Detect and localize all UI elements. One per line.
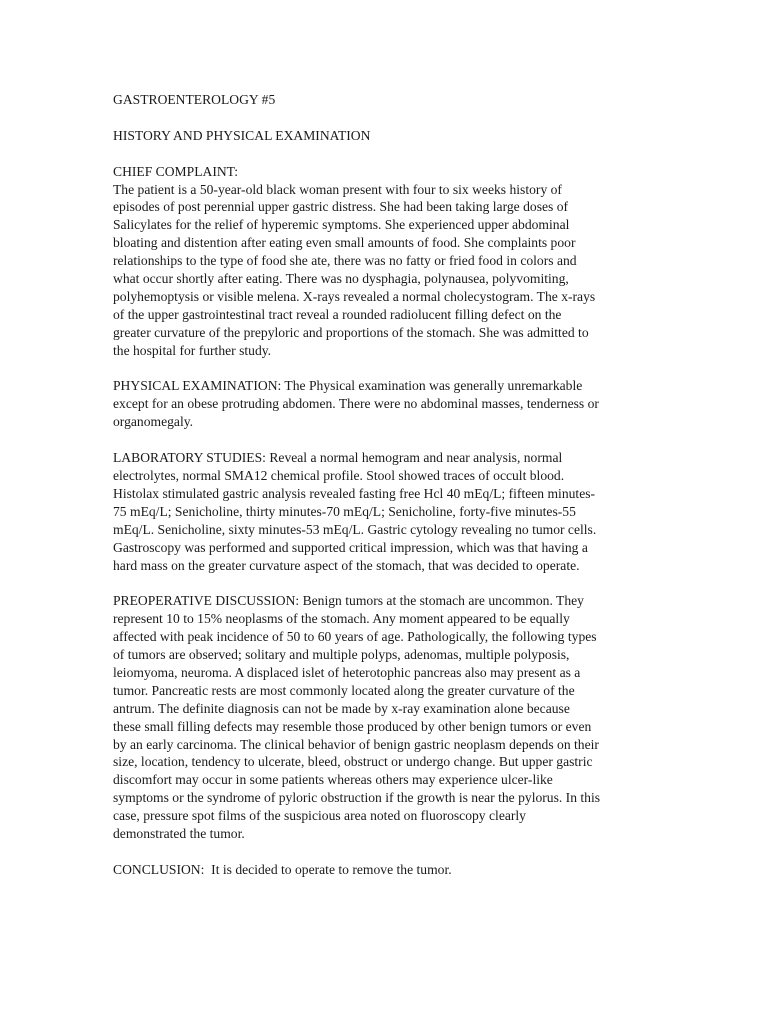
paragraph-line: tumor. Pancreatic rests are most commonly located along the greater curvature of the — [113, 682, 575, 698]
paragraph-line: by an early carcinoma. The clinical behavior of benign gastric neoplasm depends on their — [113, 736, 599, 752]
paragraph-line: LABORATORY STUDIES: Reveal a normal hemogram and near analysis, normal — [113, 450, 563, 466]
paragraph-line: CONCLUSION: It is decided to operate to remove the tumor. — [113, 861, 452, 877]
paragraph-line: the hospital for further study. — [113, 342, 272, 358]
paragraph-line: discomfort may occur in some patients whereas others may experience ulcer-like — [113, 772, 553, 788]
paragraph-line: leiomyoma, neuroma. A displaced islet of heterotophic pancreas also may present as a — [113, 664, 581, 680]
laboratory-studies-section — [113, 449, 658, 574]
chief-complaint-section — [113, 163, 658, 360]
physical-examination-section — [113, 377, 658, 431]
paragraph-line: bloating and distention after eating even small amounts of food. She complaints poor — [113, 235, 576, 251]
paragraph-line: electrolytes, normal SMA12 chemical profile. Stool showed traces of occult blood. — [113, 467, 565, 483]
paragraph-line: episodes of post perennial upper gastric distress. She had been taking large doses of — [113, 199, 569, 215]
paragraph-line: these small filling defects may resemble those produced by other benign tumors or even — [113, 718, 592, 734]
paragraph-line: except for an obese protruding abdomen. There were no abdominal masses, tenderness or — [113, 396, 599, 412]
chief-complaint-label: CHIEF COMPLAINT: — [113, 163, 239, 179]
paragraph-line: of tumors are observed; solitary and multiple polyps, adenomas, multiple polyposis, — [113, 647, 570, 663]
paragraph-line: organomegaly. — [113, 414, 194, 430]
paragraph-line: PREOPERATIVE DISCUSSION: Benign tumors at the stomach are uncommon. They — [113, 593, 584, 609]
paragraph-line: affected with peak incidence of 50 to 60 years of age. Pathologically, the following types — [113, 629, 597, 645]
paragraph-line: PHYSICAL EXAMINATION: The Physical examination was generally unremarkable — [113, 378, 583, 394]
paragraph-line: greater curvature of the prepyloric and proportions of the stomach. She was admitted to — [113, 324, 589, 340]
paragraph-line: The patient is a 50-year-old black woman present with four to six weeks history of — [113, 181, 562, 197]
paragraph-line: symptoms or the syndrome of pyloric obstruction if the growth is near the pylorus. In this — [113, 790, 601, 806]
paragraph-line: antrum. The definite diagnosis can not be made by x-ray examination alone because — [113, 700, 570, 716]
paragraph-line: relationships to the type of food she ate, there was no fatty or fried food in colors and — [113, 253, 577, 269]
section-title: HISTORY AND PHYSICAL EXAMINATION — [113, 127, 371, 143]
paragraph-line: of the upper gastrointestinal tract reveal a rounded radiolucent filling defect on the — [113, 306, 562, 322]
paragraph-line: Gastroscopy was performed and supported critical impression, which was that having a — [113, 539, 588, 555]
document-title: GASTROENTEROLOGY #5 — [113, 92, 276, 107]
paragraph-line: size, location, tendency to ulcerate, bleed, obstruct or undergo change. But upper gastric — [113, 754, 593, 770]
paragraph-line: Histolax stimulated gastric analysis revealed fasting free Hcl 40 mEq/L; fifteen minutes- — [113, 485, 596, 501]
paragraph-line: polyhemoptysis or visible melena. X-rays revealed a normal cholecystogram. The x-rays — [113, 288, 596, 304]
paragraph-line: what occur shortly after eating. There was no dysphagia, polynausea, polyvomiting, — [113, 271, 569, 287]
document-page — [113, 91, 658, 897]
paragraph-line: 75 mEq/L; Senicholine, thirty minutes-70 mEq/L; Senicholine, forty-five minutes-55 — [113, 503, 576, 519]
paragraph-line: represent 10 to 15% neoplasms of the stomach. Any moment appeared to be equally — [113, 611, 570, 627]
paragraph-line: case, pressure spot films of the suspicious area noted on fluoroscopy clearly — [113, 808, 526, 824]
preoperative-discussion-section — [113, 592, 658, 843]
paragraph-line: mEq/L. Senicholine, sixty minutes-53 mEq/L. Gastric cytology revealing no tumor cells. — [113, 521, 597, 537]
paragraph-line: Salicylates for the relief of hyperemic symptoms. She experienced upper abdominal — [113, 217, 570, 233]
conclusion-section — [113, 861, 658, 879]
paragraph-line: hard mass on the greater curvature aspect of the stomach, that was decided to operate. — [113, 557, 580, 573]
paragraph-line: demonstrated the tumor. — [113, 826, 245, 842]
